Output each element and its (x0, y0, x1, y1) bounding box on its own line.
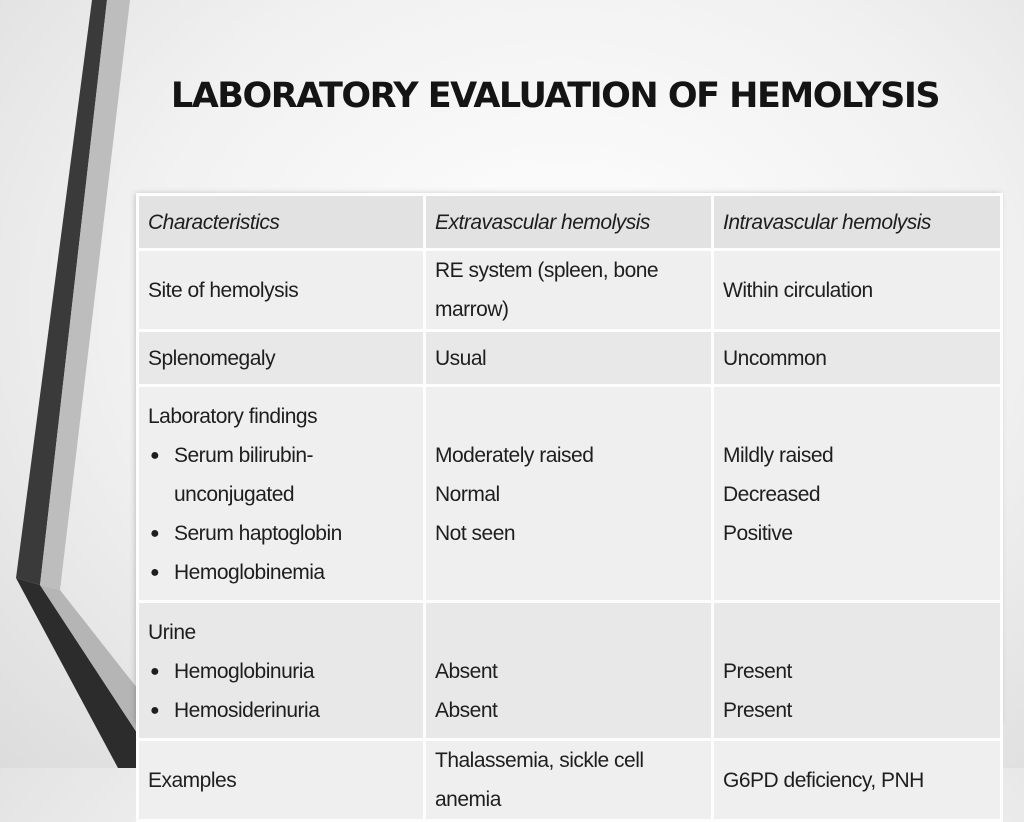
urine-hemoglobinuria-intravascular: Present (723, 660, 792, 683)
lab-item-label: Hemoglobinemia (174, 561, 325, 584)
urine-heading: Urine (148, 621, 196, 644)
header-intravascular: Intravascular hemolysis (713, 195, 1002, 250)
lab-item-hemoglobinemia (148, 553, 414, 592)
cell-examples-label: Examples (138, 740, 425, 821)
bullet-icon: ● (150, 525, 160, 542)
bullet-icon: ● (150, 564, 160, 581)
lab-bilirubin-extravascular: Moderately raised (435, 444, 594, 467)
lab-bilirubin-intravascular: Mildly raised (723, 444, 834, 467)
cell-lab-extravascular (425, 386, 713, 602)
urine-hemosiderinuria-extravascular: Absent (435, 699, 498, 722)
table-row-lab-findings (138, 386, 1002, 602)
urine-item-label: Hemosiderinuria (174, 699, 320, 722)
lab-item-haptoglobin (148, 514, 414, 553)
bullet-icon: ● (150, 702, 160, 719)
lab-item-bilirubin (148, 436, 414, 514)
lab-findings-heading: Laboratory findings (148, 405, 318, 428)
urine-hemosiderinuria-intravascular: Present (723, 699, 792, 722)
cell-examples-extravascular: Thalassemia, sickle cell anemia (425, 740, 713, 821)
table-row-site (138, 250, 1002, 331)
lab-hemoglobinemia-extravascular: Not seen (435, 522, 516, 545)
header-characteristics: Characteristics (138, 195, 425, 250)
lab-haptoglobin-intravascular: Decreased (723, 483, 821, 506)
cell-splenomegaly-label: Splenomegaly (138, 331, 425, 386)
hemolysis-table (136, 193, 1003, 822)
lab-item-label: Serum haptoglobin (174, 522, 342, 545)
urine-item-label: Hemoglobinuria (174, 660, 315, 683)
lab-item-label: Serum bilirubin-unconjugated (174, 444, 314, 506)
bullet-icon: ● (150, 447, 160, 464)
cell-site-intravascular: Within circulation (713, 250, 1002, 331)
urine-hemoglobinuria-extravascular: Absent (435, 660, 498, 683)
lab-hemoglobinemia-intravascular: Positive (723, 522, 793, 545)
cell-lab-intravascular (713, 386, 1002, 602)
hemolysis-table-container (136, 193, 1000, 811)
cell-urine-label (138, 602, 425, 740)
cell-urine-intravascular (713, 602, 1002, 740)
slide-title: LABORATORY EVALUATION OF HEMOLYSIS (170, 76, 940, 116)
cell-lab-label (138, 386, 425, 602)
cell-splenomegaly-extravascular: Usual (425, 331, 713, 386)
urine-item-hemoglobinuria (148, 652, 414, 691)
table-row-examples (138, 740, 1002, 821)
table-header-row (138, 195, 1002, 250)
cell-site-extravascular: RE system (spleen, bone marrow) (425, 250, 713, 331)
cell-urine-extravascular (425, 602, 713, 740)
table-row-splenomegaly (138, 331, 1002, 386)
table-row-urine (138, 602, 1002, 740)
urine-item-hemosiderinuria (148, 691, 414, 730)
header-extravascular: Extravascular hemolysis (425, 195, 713, 250)
bullet-icon: ● (150, 663, 160, 680)
cell-site-label: Site of hemolysis (138, 250, 425, 331)
lab-haptoglobin-extravascular: Normal (435, 483, 500, 506)
cell-splenomegaly-intravascular: Uncommon (713, 331, 1002, 386)
cell-examples-intravascular: G6PD deficiency, PNH (713, 740, 1002, 821)
